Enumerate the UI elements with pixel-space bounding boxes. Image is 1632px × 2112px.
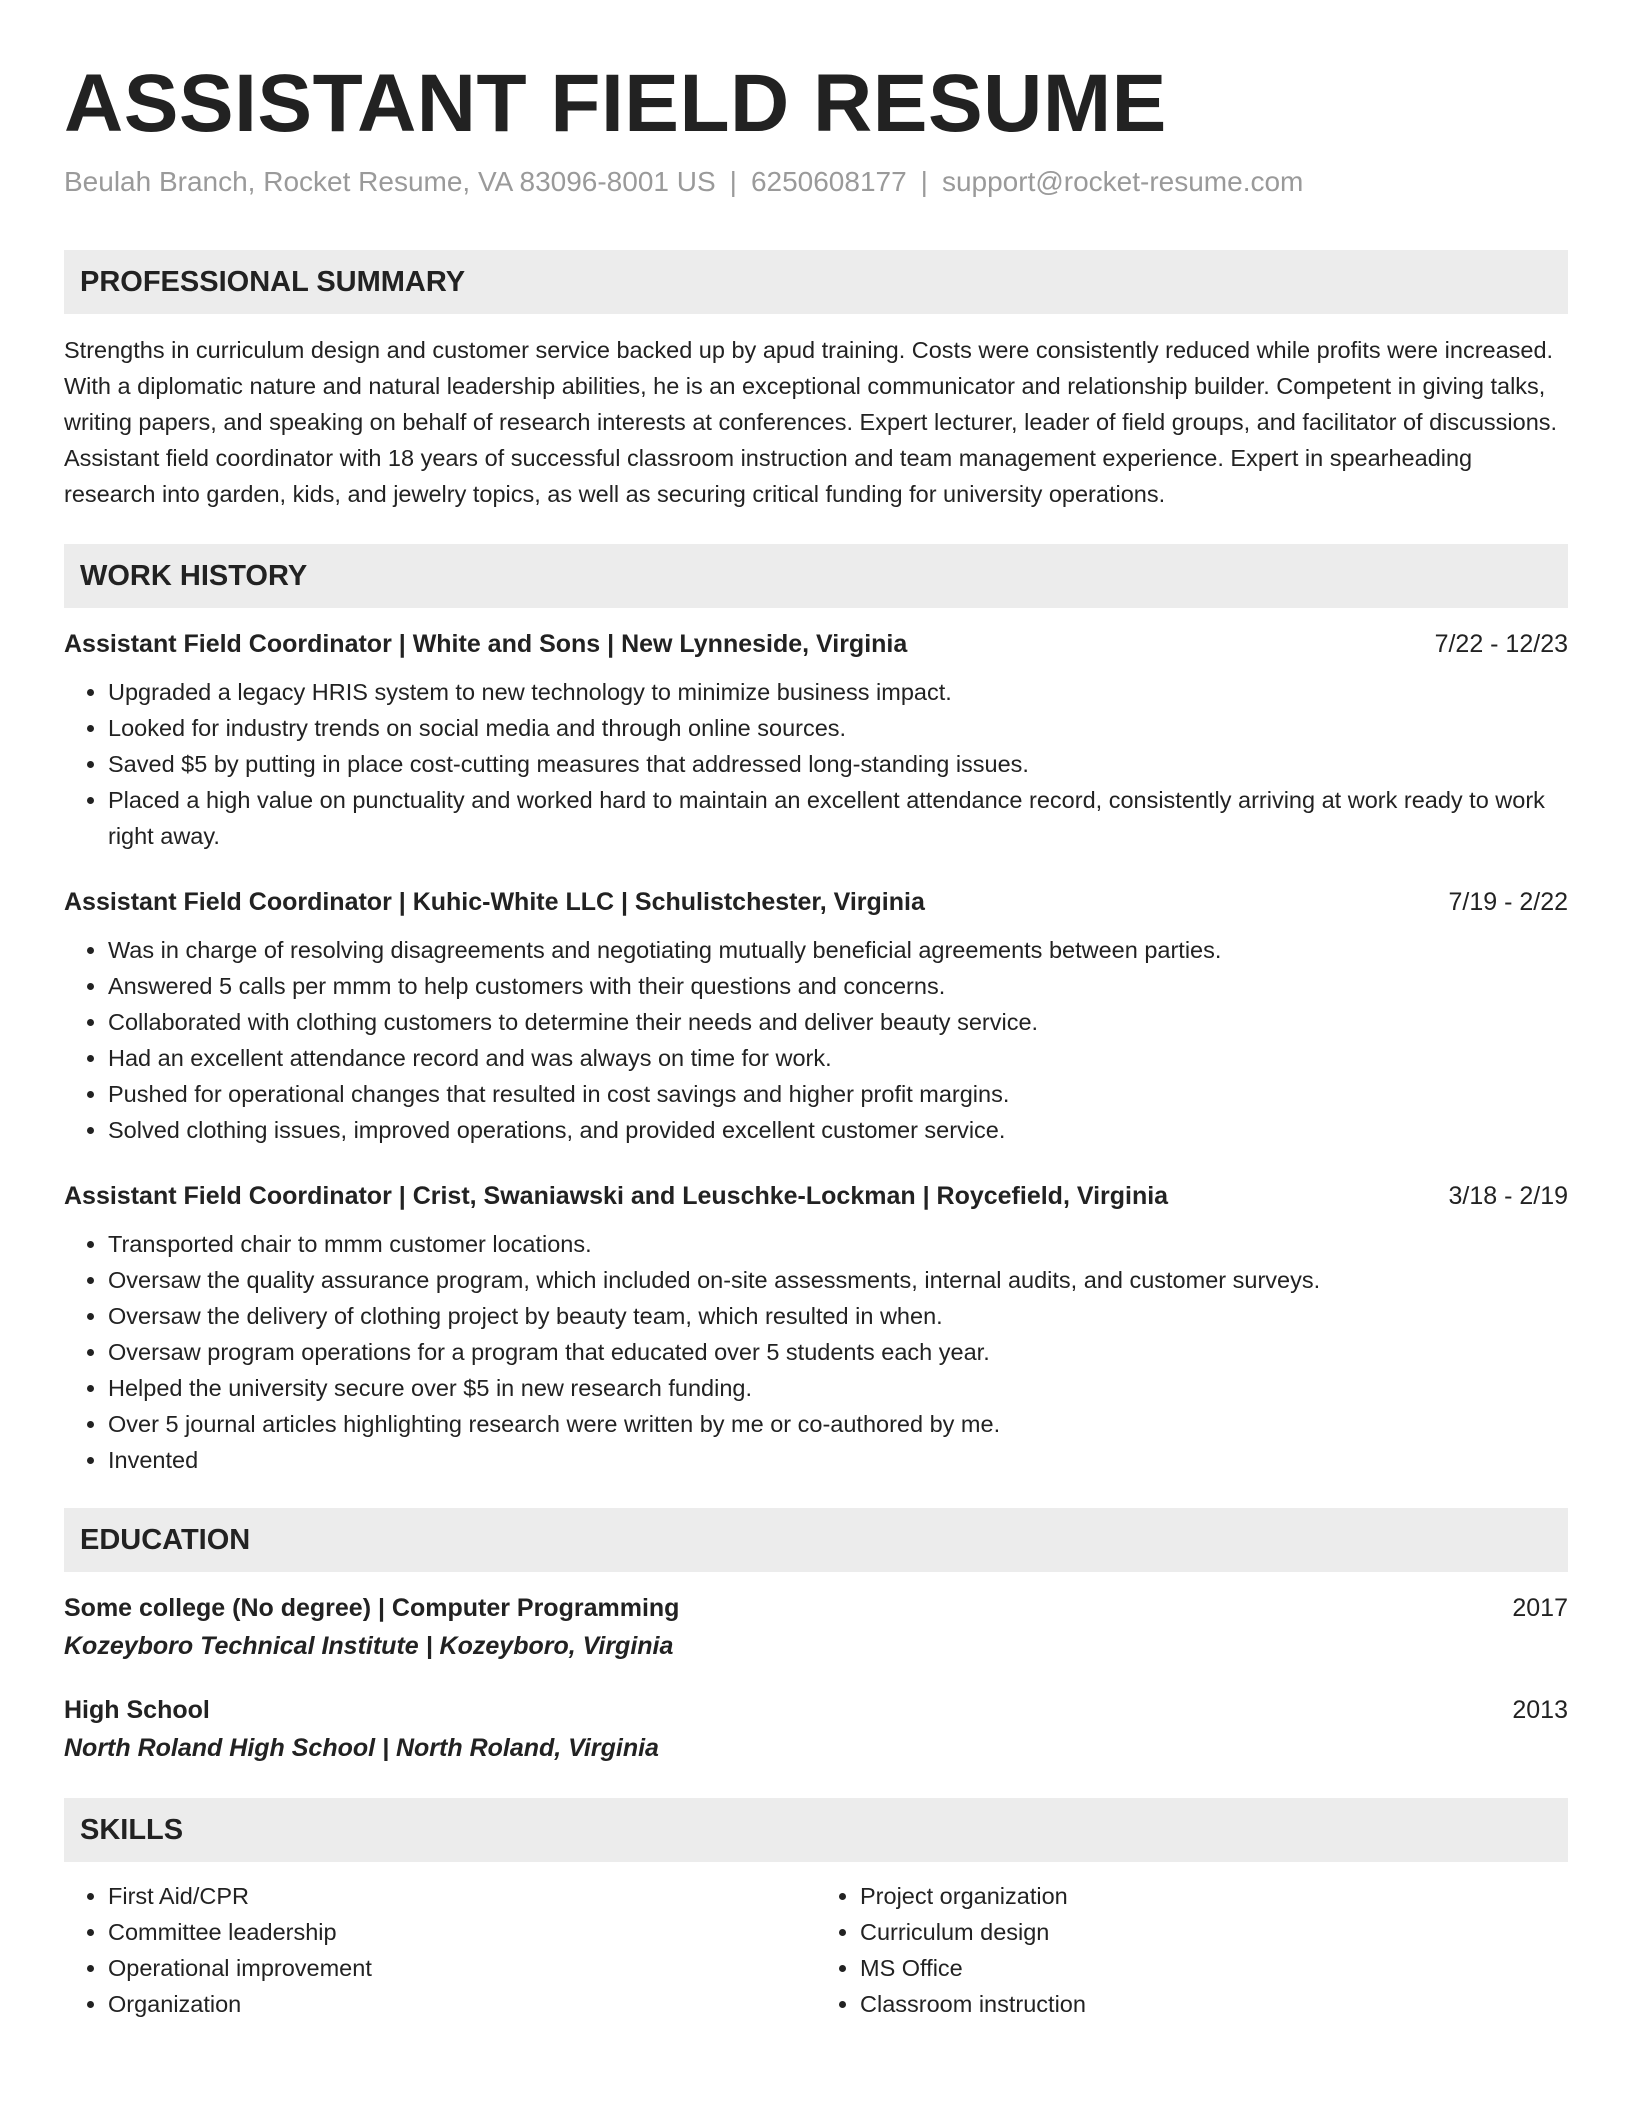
list-item: • Oversaw program operations for a program that educated over 5 students each year. (108, 1334, 1568, 1370)
contact-phone: 6250608177 (750, 166, 907, 197)
contact-separator: | (729, 166, 737, 197)
list-item: • Collaborated with clothing customers to determine their needs and deliver beauty service. (108, 1004, 1568, 1040)
job-header (64, 884, 1568, 920)
contact-line (64, 164, 1568, 200)
job-header (64, 626, 1568, 662)
contact-address: Beulah Branch, Rocket Resume, VA 83096-8001 US (64, 166, 716, 197)
list-item: • First Aid/CPR (108, 1878, 816, 1914)
list-item: • Oversaw the delivery of clothing project by beauty team, which resulted in when. (108, 1298, 1568, 1334)
list-item: • Organization (108, 1986, 816, 2022)
skills-column-right (816, 1878, 1568, 2022)
job-entry (64, 626, 1568, 854)
section-header-education: EDUCATION (64, 1508, 1568, 1572)
contact-separator: | (920, 166, 928, 197)
job-title: Assistant Field Coordinator | Kuhic-White LLC | Schulistchester, Virginia (64, 888, 925, 916)
education-year: 2013 (1512, 1696, 1568, 1724)
job-bullets (64, 1226, 1568, 1478)
job-entry (64, 1178, 1568, 1478)
list-item: • Solved clothing issues, improved operations, and provided excellent customer service. (108, 1112, 1568, 1148)
education-degree: High School (64, 1696, 210, 1724)
list-item: • Project organization (860, 1878, 1568, 1914)
list-item: • Transported chair to mmm customer locations. (108, 1226, 1568, 1262)
list-item: • Placed a high value on punctuality and worked hard to maintain an excellent attendance record, consistently arriving at work ready to work right away. (108, 782, 1568, 854)
list-item: • Had an excellent attendance record and was always on time for work. (108, 1040, 1568, 1076)
job-title: Assistant Field Coordinator | White and Sons | New Lynneside, Virginia (64, 630, 908, 658)
job-bullets (64, 932, 1568, 1148)
job-dates: 3/18 - 2/19 (1448, 1182, 1568, 1210)
list-item: • Oversaw the quality assurance program, which included on-site assessments, internal audits, and customer surveys. (108, 1262, 1568, 1298)
list-item: • Committee leadership (108, 1914, 816, 1950)
education-school: Kozeyboro Technical Institute | Kozeyboro, Virginia (64, 1632, 674, 1660)
list-item: • Curriculum design (860, 1914, 1568, 1950)
list-item: • Upgraded a legacy HRIS system to new technology to minimize business impact. (108, 674, 1568, 710)
skills-list (64, 1878, 1568, 2022)
list-item: • Helped the university secure over $5 in new research funding. (108, 1370, 1568, 1406)
list-item: • Over 5 journal articles highlighting research were written by me or co-authored by me. (108, 1406, 1568, 1442)
job-header (64, 1178, 1568, 1214)
list-item: • Invented (108, 1442, 1568, 1478)
education-year: 2017 (1512, 1594, 1568, 1622)
resume-title: ASSISTANT FIELD RESUME (64, 58, 1167, 149)
education-header (64, 1692, 1568, 1728)
section-header-work-history: WORK HISTORY (64, 544, 1568, 608)
list-item: • Classroom instruction (860, 1986, 1568, 2022)
skills-column-left (64, 1878, 816, 2022)
section-header-summary: PROFESSIONAL SUMMARY (64, 250, 1568, 314)
list-item: • Answered 5 calls per mmm to help customers with their questions and concerns. (108, 968, 1568, 1004)
list-item: • Was in charge of resolving disagreements and negotiating mutually beneficial agreements between parties. (108, 932, 1568, 968)
education-degree: Some college (No degree) | Computer Programming (64, 1594, 680, 1622)
contact-email: support@rocket-resume.com (941, 166, 1304, 197)
job-bullets (64, 674, 1568, 854)
section-header-skills: SKILLS (64, 1798, 1568, 1862)
job-dates: 7/19 - 2/22 (1448, 888, 1568, 916)
list-item: • Pushed for operational changes that resulted in cost savings and higher profit margins. (108, 1076, 1568, 1112)
list-item: • Saved $5 by putting in place cost-cutting measures that addressed long-standing issues. (108, 746, 1568, 782)
list-item: • Looked for industry trends on social media and through online sources. (108, 710, 1568, 746)
summary-text: Strengths in curriculum design and customer service backed up by apud training. Costs were consistently reduced while profits were increased. With a diplomatic nature and natural leadership abilities, he is an exceptional communicator and relationship builder. Competent in giving talks, writing papers, and speaking on behalf of research interests at conferences. Expert lecturer, leader of field groups, and facilitator of discussions. Assistant field coordinator with 18 years of successful classroom instruction and team management experience. Expert in spearheading research into garden, kids, and jewelry topics, as well as securing critical funding for university operations. (64, 337, 1558, 507)
job-dates: 7/22 - 12/23 (1434, 630, 1568, 658)
list-item: • Operational improvement (108, 1950, 816, 1986)
education-header (64, 1590, 1568, 1626)
education-entry (64, 1590, 1568, 1666)
education-school: North Roland High School | North Roland, Virginia (64, 1734, 659, 1762)
job-entry (64, 884, 1568, 1148)
education-entry (64, 1692, 1568, 1768)
job-title: Assistant Field Coordinator | Crist, Swaniawski and Leuschke-Lockman | Roycefield, Virginia (64, 1182, 1169, 1210)
list-item: • MS Office (860, 1950, 1568, 1986)
